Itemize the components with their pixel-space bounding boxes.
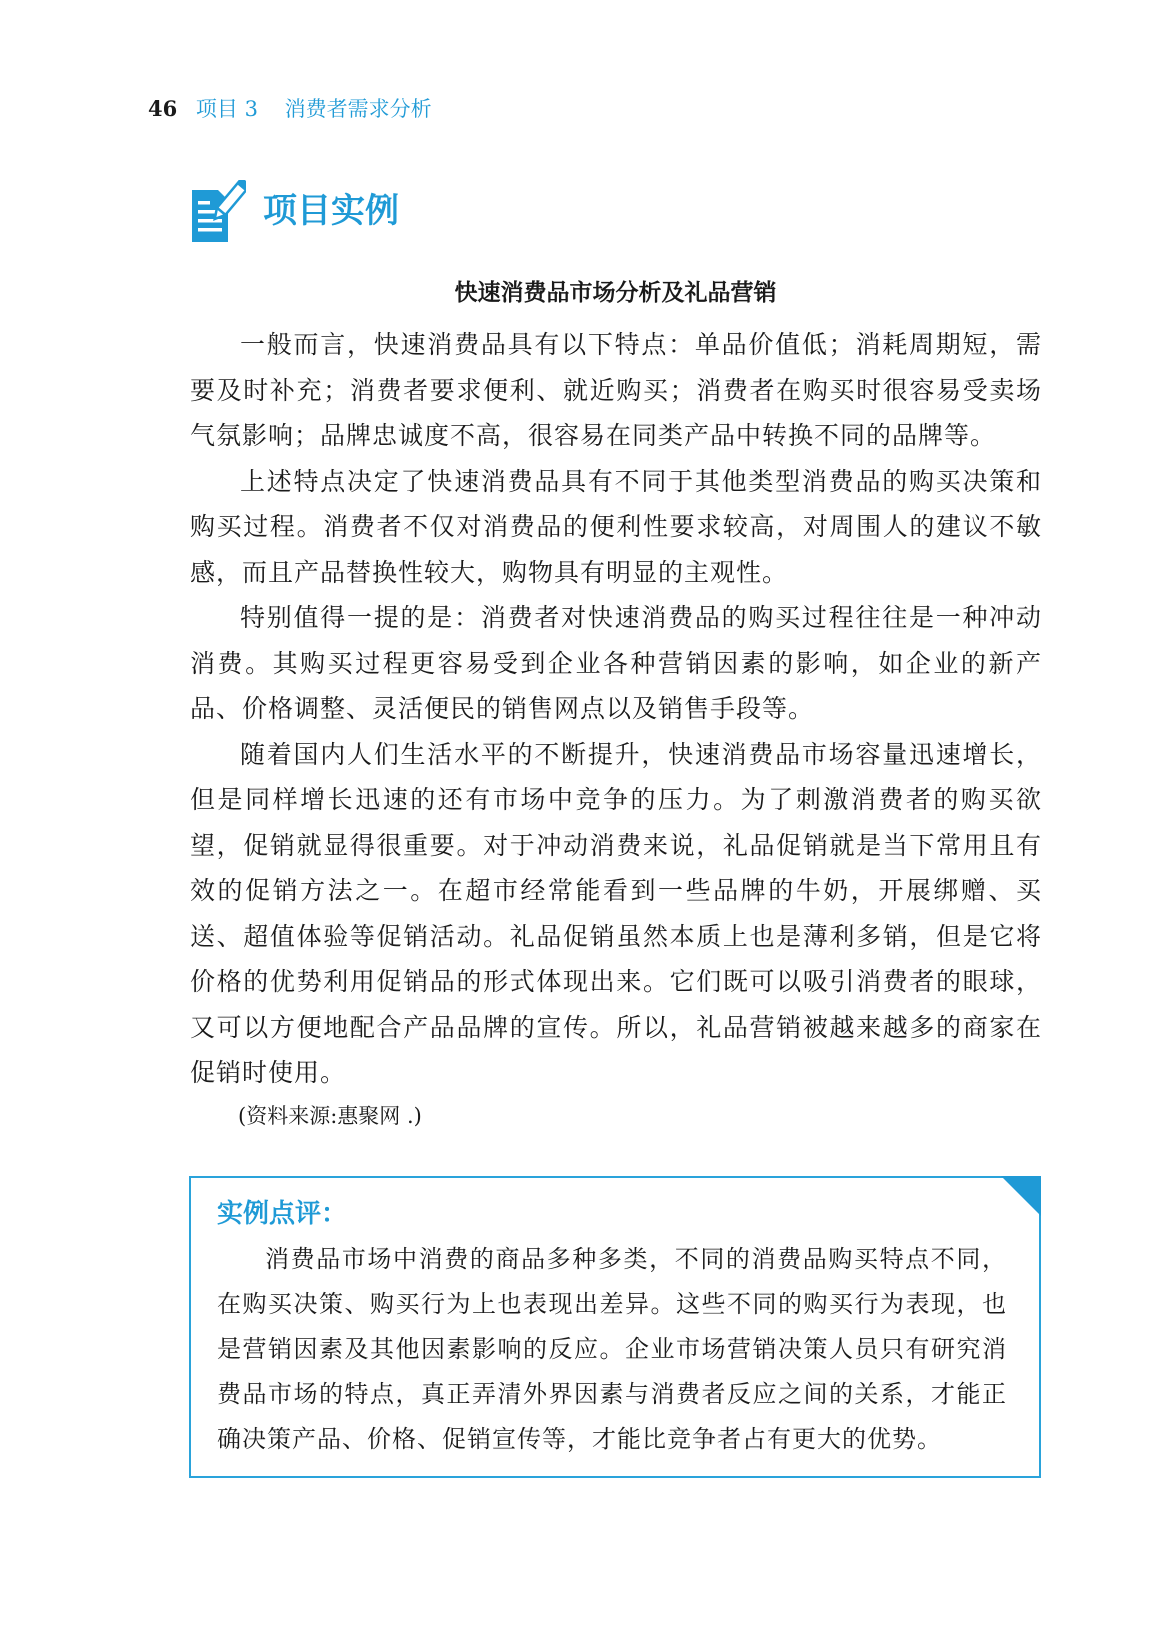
body-paragraph: 一般而言，快速消费品具有以下特点：单品价值低；消耗周期短，需要及时补充；消费者要求便利、就近购买；消费者在购买时很容易受卖场气氛影响；品牌忠诚度不高，很容易在同类产品中转换不同的品牌等。 (190, 330, 1042, 450)
case-title: 快速消费品市场分析及礼品营销 (454, 280, 777, 306)
body-paragraph: 随着国内人们生活水平的不断提升，快速消费品市场容量迅速增长，但是同样增长迅速的还有市场中竞争的压力。为了刺激消费者的购买欲望，促销就显得很重要。对于冲动消费来说，礼品促销就是当下常用且有效的促销方法之一。在超市经常能看到一些品牌的牛奶，开展绑赠、买送、超值体验等促销活动。礼品促销虽然本质上也是薄利多销，但是它将价格的优势利用促销品的形式体现出来。它们既可以吸引消费者的眼球，又可以方便地配合产品品牌的宣传。所以，礼品营销被越来越多的商家在促销时使用。 (190, 739, 1042, 1087)
chapter-label: 项目 3 (195, 97, 258, 121)
document-pen-icon (188, 180, 246, 246)
review-box (189, 1176, 1041, 1478)
section-title: 项目实例 (263, 191, 399, 231)
case-body (190, 322, 1042, 1136)
review-text: 消费品市场中消费的商品多种多类，不同的消费品购买特点不同，在购买决策、购买行为上也表现出差异。这些不同的购买行为表现，也是营销因素及其他因素影响的反应。企业市场营销决策人员只有研究消费品市场的特点，真正弄清外界因素与消费者反应之间的关系，才能正确决策产品、价格、促销宣传等，才能比竞争者占有更大的优势。 (217, 1245, 1007, 1453)
body-paragraph: 特别值得一提的是：消费者对快速消费品的购买过程往往是一种冲动消费。其购买过程更容易受到企业各种营销因素的影响，如企业的新产品、价格调整、灵活便民的销售网点以及销售手段等。 (190, 603, 1042, 723)
corner-triangle-icon (1001, 1176, 1041, 1216)
page-number: 46 (148, 96, 178, 121)
running-header (148, 94, 432, 124)
source-citation: (资料来源:惠聚网 .) (238, 1103, 422, 1128)
body-paragraph: 上述特点决定了快速消费品具有不同于其他类型消费品的购买决策和购买过程。消费者不仅对消费品的便利性要求较高，对周围人的建议不敏感，而且产品替换性较大，购物具有明显的主观性。 (190, 466, 1042, 587)
chapter-title: 消费者需求分析 (284, 97, 432, 121)
review-title: 实例点评： (217, 1199, 348, 1229)
